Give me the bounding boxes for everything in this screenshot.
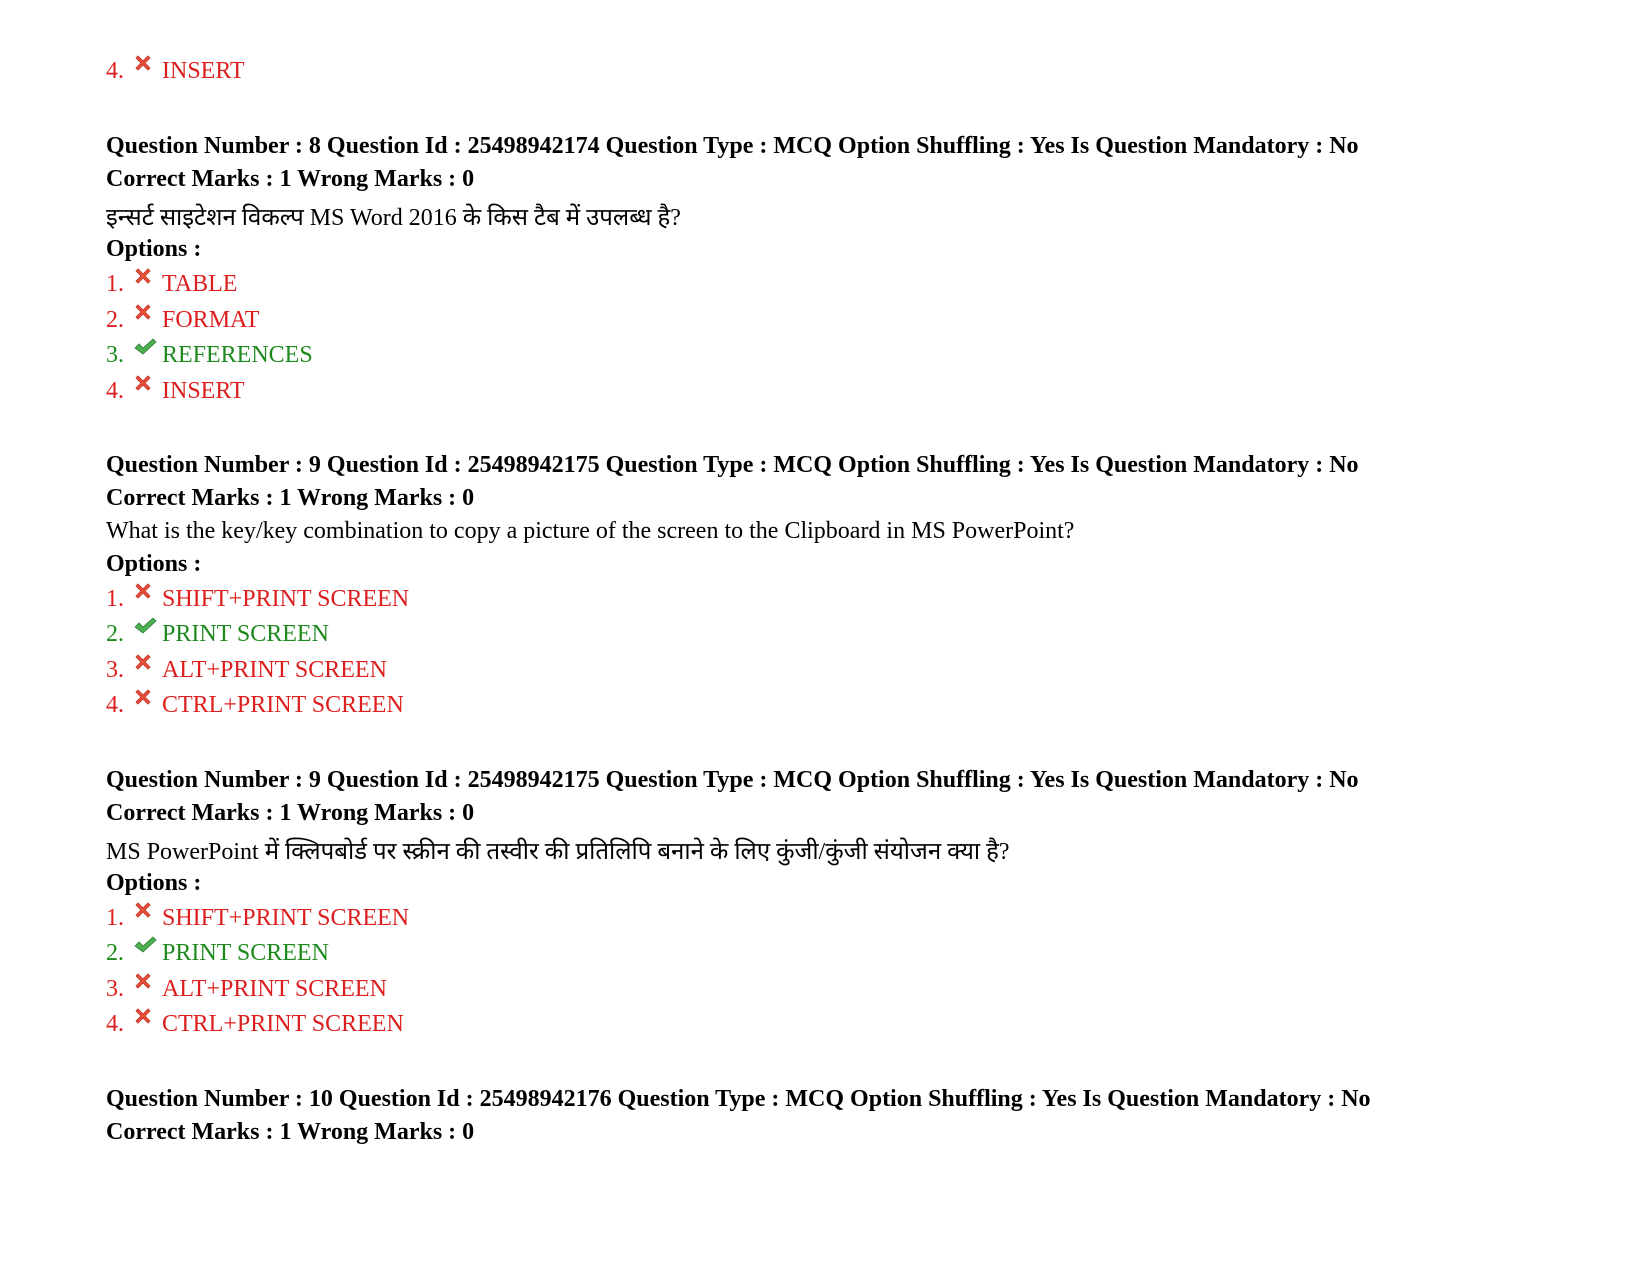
question-meta: Question Number : 10 Question Id : 25498942176 Question Type : MCQ Option Shuffling : Yes Is Question Mandatory : No: [106, 1086, 1371, 1112]
option-text: PRINT SCREEN: [162, 621, 329, 647]
option-text: CTRL+PRINT SCREEN: [162, 692, 404, 718]
option-row: [106, 378, 245, 405]
question-marks: Correct Marks : 1 Wrong Marks : 0: [106, 166, 475, 192]
cross-icon: [133, 652, 159, 678]
option-text: INSERT: [162, 58, 245, 84]
question-marks: Correct Marks : 1 Wrong Marks : 0: [106, 485, 475, 511]
question-text: इन्सर्ट साइटेशन विकल्प MS Word 2016 के किस टैब में उपलब्ध है?: [106, 205, 681, 231]
option-text: ALT+PRINT SCREEN: [162, 976, 387, 1002]
options-label: Options :: [106, 870, 202, 896]
option-number: 4.: [106, 692, 124, 718]
check-icon: [133, 616, 159, 642]
cross-icon: [133, 302, 159, 328]
question-meta: Question Number : 9 Question Id : 25498942175 Question Type : MCQ Option Shuffling : Yes Is Question Mandatory : No: [106, 452, 1359, 478]
option-number: 2.: [106, 940, 124, 966]
option-text: CTRL+PRINT SCREEN: [162, 1011, 404, 1037]
option-text: PRINT SCREEN: [162, 940, 329, 966]
options-label: Options :: [106, 236, 202, 262]
cross-icon: [133, 373, 159, 399]
option-number: 2.: [106, 307, 124, 333]
option-number: 3.: [106, 976, 124, 1002]
option-text: REFERENCES: [162, 342, 313, 368]
option-number: 3.: [106, 657, 124, 683]
option-number: 2.: [106, 621, 124, 647]
option-text: FORMAT: [162, 307, 260, 333]
options-label: Options :: [106, 551, 202, 577]
cross-icon: [133, 1006, 159, 1032]
cross-icon: [133, 971, 159, 997]
option-row: [106, 307, 259, 334]
option-text: SHIFT+PRINT SCREEN: [162, 905, 410, 931]
option-number: 4.: [106, 1011, 124, 1037]
option-number: 3.: [106, 342, 124, 368]
question-text: What is the key/key combination to copy a picture of the screen to the Clipboard in MS PowerPoint?: [106, 518, 1075, 544]
option-row: [106, 271, 237, 298]
option-row: [106, 940, 329, 967]
option-row: [106, 657, 387, 684]
question-meta: Question Number : 9 Question Id : 25498942175 Question Type : MCQ Option Shuffling : Yes Is Question Mandatory : No: [106, 767, 1359, 793]
option-row: [106, 1011, 404, 1038]
option-number: 1.: [106, 586, 124, 612]
option-number: 1.: [106, 905, 124, 931]
option-row: [106, 342, 313, 369]
option-row: [106, 692, 404, 719]
option-row: [106, 586, 409, 613]
option-row: [106, 621, 329, 648]
option-number: 4.: [106, 58, 124, 84]
cross-icon: [133, 266, 159, 292]
option-row: [106, 976, 387, 1003]
question-marks: Correct Marks : 1 Wrong Marks : 0: [106, 1119, 475, 1145]
option-number: 1.: [106, 271, 124, 297]
option-text: SHIFT+PRINT SCREEN: [162, 586, 410, 612]
option-text: INSERT: [162, 378, 245, 404]
cross-icon: [133, 581, 159, 607]
option-row: [106, 58, 245, 85]
option-text: TABLE: [162, 271, 238, 297]
question-meta: Question Number : 8 Question Id : 25498942174 Question Type : MCQ Option Shuffling : Yes Is Question Mandatory : No: [106, 133, 1359, 159]
question-marks: Correct Marks : 1 Wrong Marks : 0: [106, 800, 475, 826]
question-text: MS PowerPoint में क्लिपबोर्ड पर स्क्रीन की तस्वीर की प्रतिलिपि बनाने के लिए कुंजी/कुंजी संयोजन क्या है?: [106, 839, 1010, 865]
option-number: 4.: [106, 378, 124, 404]
option-text: ALT+PRINT SCREEN: [162, 657, 387, 683]
check-icon: [133, 337, 159, 363]
cross-icon: [133, 687, 159, 713]
cross-icon: [133, 900, 159, 926]
cross-icon: [133, 53, 159, 79]
option-row: [106, 905, 409, 932]
check-icon: [133, 935, 159, 961]
